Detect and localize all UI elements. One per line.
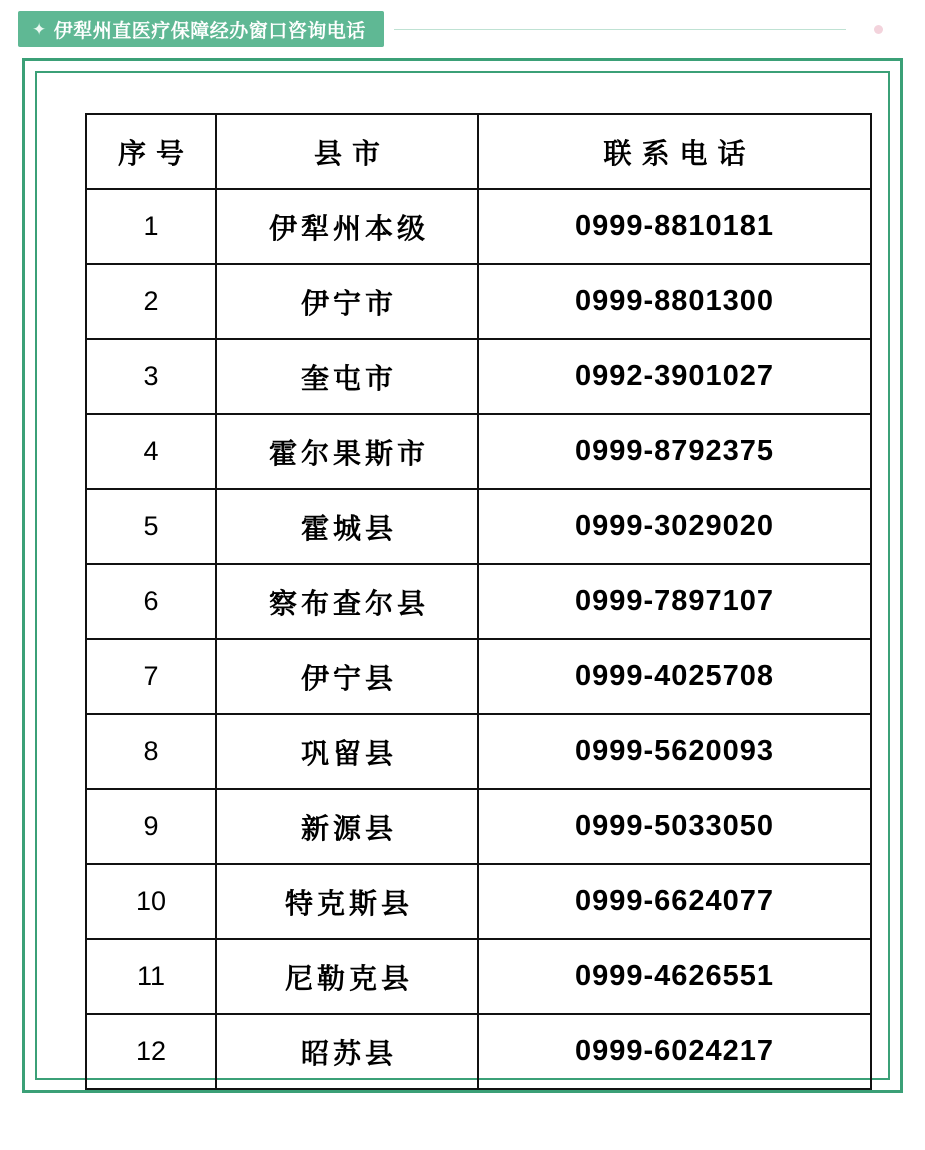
cell-city: 霍城县 xyxy=(216,489,478,564)
cell-city: 新源县 xyxy=(216,789,478,864)
table-row xyxy=(86,789,871,864)
cell-phone: 0999-6624077 xyxy=(478,864,871,939)
cell-index: 3 xyxy=(86,339,216,414)
header-banner xyxy=(18,11,384,47)
cell-phone: 0999-8810181 xyxy=(478,189,871,264)
sparkle-icon: ✦ xyxy=(32,19,47,39)
table-row xyxy=(86,639,871,714)
table-row xyxy=(86,1014,871,1089)
cell-city: 伊宁县 xyxy=(216,639,478,714)
cell-index: 9 xyxy=(86,789,216,864)
cell-phone: 0992-3901027 xyxy=(478,339,871,414)
cell-phone: 0999-3029020 xyxy=(478,489,871,564)
cell-phone: 0999-8801300 xyxy=(478,264,871,339)
table-row xyxy=(86,864,871,939)
cell-phone: 0999-6024217 xyxy=(478,1014,871,1089)
column-header-city: 县市 xyxy=(216,114,478,189)
table-row xyxy=(86,189,871,264)
cell-phone: 0999-4626551 xyxy=(478,939,871,1014)
cell-index: 7 xyxy=(86,639,216,714)
cell-city: 巩留县 xyxy=(216,714,478,789)
cell-index: 10 xyxy=(86,864,216,939)
cell-city: 伊宁市 xyxy=(216,264,478,339)
cell-index: 4 xyxy=(86,414,216,489)
cell-index: 12 xyxy=(86,1014,216,1089)
cell-index: 8 xyxy=(86,714,216,789)
content-frame-outer xyxy=(22,58,903,1093)
phone-table xyxy=(85,113,872,1090)
cell-index: 11 xyxy=(86,939,216,1014)
page-title: 伊犁州直医疗保障经办窗口咨询电话 xyxy=(53,20,366,42)
table-row xyxy=(86,939,871,1014)
table-row xyxy=(86,339,871,414)
table-row xyxy=(86,414,871,489)
cell-city: 察布查尔县 xyxy=(216,564,478,639)
cell-index: 2 xyxy=(86,264,216,339)
cell-phone: 0999-5033050 xyxy=(478,789,871,864)
cell-phone: 0999-7897107 xyxy=(478,564,871,639)
decorative-dot-icon xyxy=(874,25,883,34)
column-header-index: 序号 xyxy=(86,114,216,189)
cell-index: 6 xyxy=(86,564,216,639)
header-divider xyxy=(394,29,846,30)
table-row xyxy=(86,264,871,339)
cell-city: 奎屯市 xyxy=(216,339,478,414)
phone-table-container xyxy=(85,113,870,1090)
cell-phone: 0999-4025708 xyxy=(478,639,871,714)
header xyxy=(18,8,907,50)
cell-index: 1 xyxy=(86,189,216,264)
table-row xyxy=(86,714,871,789)
table-header-row xyxy=(86,114,871,189)
cell-city: 特克斯县 xyxy=(216,864,478,939)
cell-index: 5 xyxy=(86,489,216,564)
cell-city: 尼勒克县 xyxy=(216,939,478,1014)
table-row xyxy=(86,489,871,564)
cell-phone: 0999-5620093 xyxy=(478,714,871,789)
cell-city: 昭苏县 xyxy=(216,1014,478,1089)
table-row xyxy=(86,564,871,639)
content-frame-inner xyxy=(35,71,890,1080)
column-header-phone: 联系电话 xyxy=(478,114,871,189)
cell-phone: 0999-8792375 xyxy=(478,414,871,489)
cell-city: 伊犁州本级 xyxy=(216,189,478,264)
cell-city: 霍尔果斯市 xyxy=(216,414,478,489)
